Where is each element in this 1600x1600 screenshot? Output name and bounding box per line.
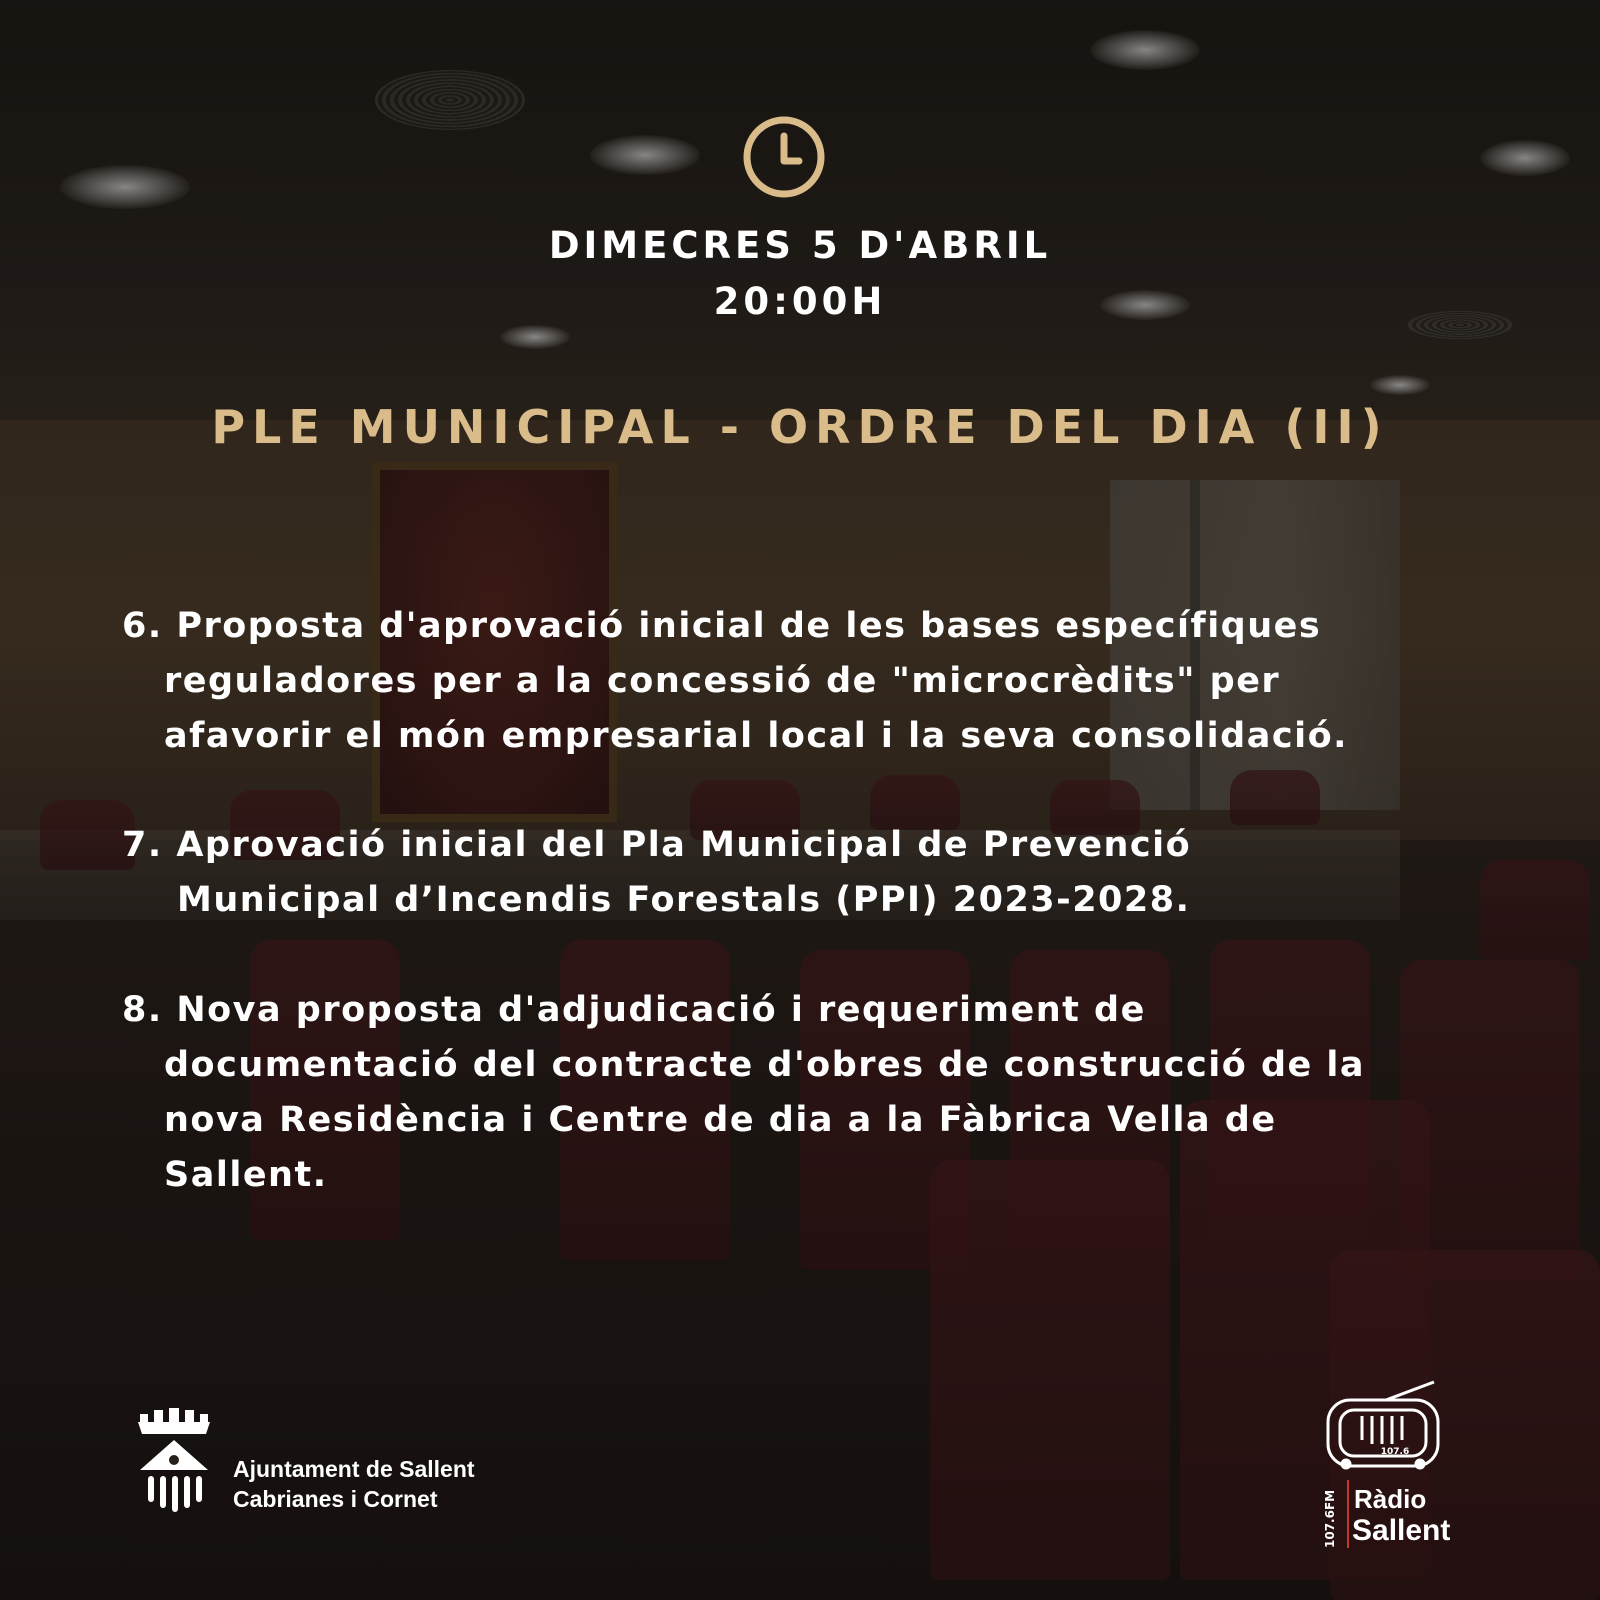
agenda-line: 7. Aprovació inicial del Pla Municipal de Prevenció (122, 825, 1192, 865)
ajuntament-subname: Cabrianes i Cornet (233, 1486, 438, 1512)
municipal-coat-of-arms-icon (134, 1406, 214, 1516)
agenda-line: Sallent. (164, 1155, 328, 1195)
agenda-line: nova Residència i Centre de dia a la Fàbrica Vella de (164, 1100, 1277, 1140)
agenda-line: afavorir el món empresarial local i la seva consolidació. (164, 716, 1348, 756)
clock-icon (739, 112, 829, 202)
ajuntament-name: Ajuntament de Sallent (233, 1456, 475, 1482)
agenda-line: reguladores per a la concessió de "microcrèdits" per (164, 661, 1281, 701)
agenda-line: documentació del contracte d'obres de construcció de la (164, 1045, 1366, 1085)
radio-frequency: 107.6FM (1323, 1489, 1337, 1548)
radio-name-line2: Sallent (1352, 1514, 1451, 1547)
radio-name-line1: Ràdio (1354, 1484, 1427, 1514)
page-title: PLE MUNICIPAL - ORDRE DEL DIA (II) (211, 400, 1389, 454)
agenda-line: 6. Proposta d'aprovació inicial de les bases específiques (122, 606, 1322, 646)
event-time: 20:00H (713, 280, 887, 323)
agenda-line: 8. Nova proposta d'adjudicació i requeriment de (122, 990, 1146, 1030)
agenda-line: Municipal d’Incendis Forestals (PPI) 2023-2028. (177, 880, 1191, 920)
radio-icon (1322, 1380, 1452, 1550)
event-date: DIMECRES 5 D'ABRIL (548, 224, 1052, 267)
radio-dial-label: 107.6 (1380, 1447, 1410, 1457)
